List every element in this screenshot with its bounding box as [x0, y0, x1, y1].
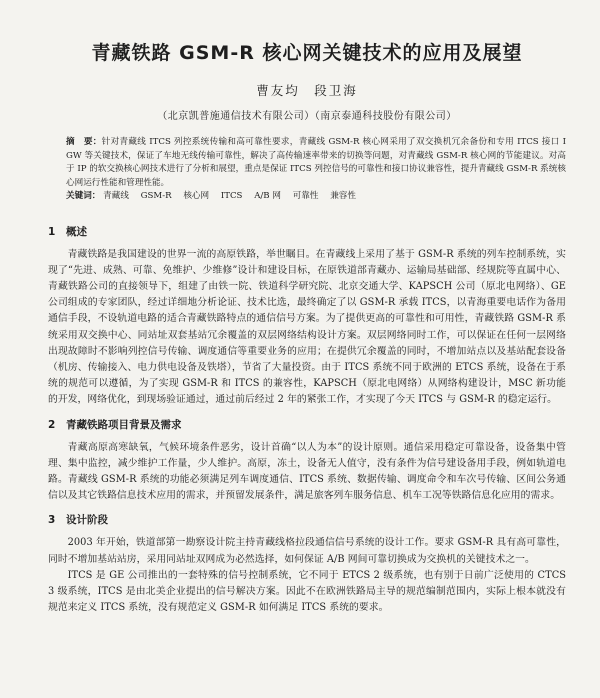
keyword: A/B 网 — [254, 191, 281, 201]
keyword: 青藏线 — [103, 191, 129, 201]
authors: 曹友均 段卫海 — [256, 83, 358, 98]
keyword: GSM-R — [140, 191, 172, 201]
paragraph: ITCS 是 GE 公司推出的一套特殊的信号控制系统，它不同于 ETCS 2 级系统，也有别于日前广泛使用的 CTCS 3 级系统，ITCS 是由北美企业提出的信号解决方案。因此不在欧洲铁路局主导的规范编制范围内，实际上根本就没有规范来定义 ITCS 系统，没有规范定义 GSM-R 如何满足 ITCS 系统的要求。 — [48, 569, 566, 614]
paragraph: 2003 年开始，铁道部第一勘察设计院主持青藏线格拉段通信信号系统的设计工作。要求 GSM-R 具有高可靠性，同时不增加基站站房，采用同站址双网成为必然选择，如何保证 A/B 网间可靠切换成为交换机的关键技术之一。 — [48, 537, 566, 565]
keyword: ITCS — [220, 191, 243, 201]
keyword: 核心网 — [183, 191, 210, 201]
keyword: 可靠性 — [292, 191, 319, 201]
section-title: 概述 — [66, 225, 87, 238]
keywords-label: 关键词： — [66, 191, 101, 201]
section-number: 3 — [48, 514, 56, 527]
abstract — [66, 136, 566, 190]
section-heading-overview — [48, 224, 566, 239]
keywords — [66, 190, 566, 204]
abstract-text: 针对青藏线 ITCS 列控系统传输和高可靠性要求，青藏线 GSM-R 核心网采用了双交换机冗余备份和专用 ITCS 接口 I GW 等关键技术，保证了车地无线传输可靠性，解决了高传输速率带来的切换等问题，对青藏线 GSM-R 核心网的节能建议。对高于 IP 的软交换核心网技术进行了分析和展望，重点是保证 ITCS 列控信号的可靠性和接口协议兼容性，提升青藏线 GSM-R 系统核心网运行性能和管理性能。 — [66, 137, 566, 188]
section-title: 青藏铁路项目背景及需求 — [66, 418, 182, 431]
section-title: 设计阶段 — [66, 514, 108, 527]
paragraph: 青藏高原高寒缺氧，气候环境条件恶劣，设计首确“以人为本”的设计原则。通信采用稳定可靠设备，设备集中管理、集中监控，减少维护工作量，少人维护。高原，冻土，设备无人值守，没有条件为信号建设备用手段，例如轨道电路。青藏线 GSM-R 系统的功能必须满足列车调度通信、ITCS 系统、数据传输、调度命令和车次号传输、区间公务通信以及其它铁路信息技术应用的需求，并预留发展条件，满足旅客列车服务信息、机车工况等铁路信息化应用的需求。 — [48, 441, 566, 502]
section-number: 1 — [48, 225, 56, 238]
keyword: 兼容性 — [330, 191, 356, 201]
paragraph: 青藏铁路是我国建设的世界一流的高原铁路，举世瞩目。在青藏线上采用了基于 GSM-R 系统的列车控制系统，实现了“先进、成熟、可靠、免维护、少维修”设计和建设目标，在原铁道部青藏办、运输局基础部、经规院等直属中心、青藏铁路公司的直接领导下，组建了由铁一院、铁道科学研究院、北京交通大学、KAPSCH 公司（原北电网络）、GE 公司组成的专家团队，经过详细地分析论证、技术比选，最终确定了以 GSM-R 承载 ITCS，以青海重要电话作为备用通信手段，不设轨道电路的适合青藏铁路特点的通信信号方案。为了提供更高的可靠性和可用性，青藏铁路 GSM-R 系统采用双交换中心、同站址双套基站冗余覆盖的双层网络结构设计方案。双层网络同时工作，可以保证在任何一层网络出现故障时不影响列控信号传输、调度通信等重要业务的应用；在提供冗余覆盖的同时，不增加站点以及基站配套设备（机房、传输接入、电力供电设备及铁塔），节省了大量投资。由于 ITCS 系统不同于欧洲的 ETCS 系统，设备在于系统的规范可以遵循，为了实现 GSM-R 和 ITCS 的兼容性，KAPSCH（原北电网络）从网络构建设计，MSC 新功能的开发，网络优化，到现场验证通过，通过前后经过 2 年的紧张工作，才实现了今天 ITCS 与 GSM-R 的稳定运行。 — [48, 248, 566, 406]
paper-title: 青藏铁路 GSM-R 核心网关键技术的应用及展望 — [91, 42, 523, 64]
section-number: 2 — [48, 418, 56, 431]
section-heading-background — [48, 417, 566, 432]
section-heading-design — [48, 512, 566, 527]
affiliation: （北京凯普施通信技术有限公司）（南京泰通科技股份有限公司） — [157, 111, 457, 122]
abstract-label: 摘 要： — [66, 137, 102, 147]
